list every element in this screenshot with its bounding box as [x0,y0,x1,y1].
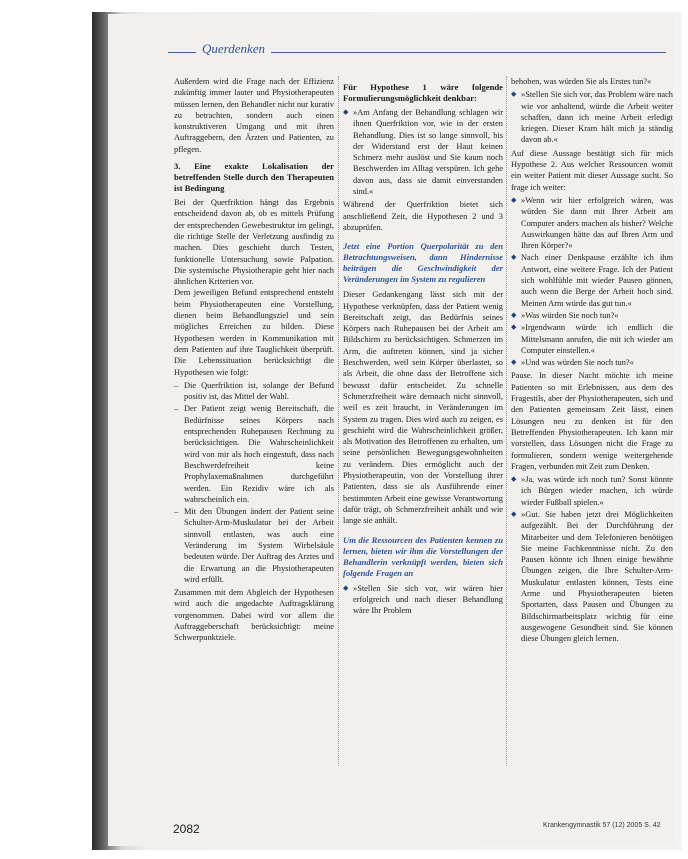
section-title: Querdenken [196,41,271,57]
diamond-bullet-icon: ◆ [511,195,517,204]
diamond-bullet-icon: ◆ [511,323,517,332]
diamond-bullet-icon: ◆ [511,310,517,319]
list-item: ◆ »Und was würden Sie noch tun?« [511,358,634,368]
page-number: 2082 [173,822,200,836]
column-1 [174,76,334,644]
list-item: ◆ »Stellen Sie sich vor, wir wären hier erfolgreich und nach dieser Behandlung wäre Ihr Problem [343,583,503,616]
list-item: ◆ »Ja, was würde ich noch tun? Sonst könnte ich Bürgen wieder machen, ich würde wieder Fußball spielen.« [511,475,673,507]
column-2 [343,76,503,618]
diamond-bullet-icon: ◆ [511,509,517,518]
paragraph: Zusammen mit dem Abgleich der Hypothesen wird auch die angedachte Auftragsklärung vorgenommen. Dabei wird vor allem die Auftraggeberschaft berücksichtigt: meine Schwerpunktziele. [174,588,334,643]
dash-bullet: – [174,507,179,517]
column-divider [506,76,507,766]
dash-bullet: – [174,380,179,390]
paragraph: Dem jeweiligen Befund entsprechend entsteht beim Physiotherapeuten eine Vorstellung, dienen beim Behandlungsziel und sein mögliches Erreichen zu bilden. Diese Hypothesen werden in Kommunikation mit dem Patienten auf ihre Tauglichkeit überprüft. Die Lebenssituation berücksichtigt die Hypothesen wie folgt: [174,288,334,377]
quote-list [511,195,673,368]
hypothesis-list [174,380,334,585]
italic-subheading: Um die Ressourcen des Patienten kennen zu lernen, bieten wir ihm die Vorstellungen der Behandlerin verknüpft werden, bieten sich folgende Fragen an [343,534,503,578]
list-item: ◆ »Stellen Sie sich vor, das Problem wäre nach wie vor anhaltend, würde die Arbeit weiter schaffen, dann ich meine Arbeit erledigt kriegen. Dieser Kram hält mich ja ständig davon ab.« [511,90,673,145]
quote-list [343,107,503,197]
quote-list [511,89,673,145]
list-item: ◆ »Gut. Sie haben jetzt drei Möglichkeiten aufgezählt. Bei der Durchführung der Mitarbeiter und dem Telefonieren benötigen Sie meine Fachkenntnisse nicht. Zu den Pausen könnte ich Ihnen einige bewährte Übungen zeigen, die Ihre Schulter-Arm-Muskulatur entlasten können, Tests eine Arme und Physiotherapeuten bieten Sportarten, dass Pausen und Übungen zu Bildschirmarbeitsplatz wichtig für eine ausgewogene Gesundheit sind. Sie können diese Übungen gleich lernen. [511,509,673,644]
column-divider [338,76,339,766]
paragraph: Außerdem wird die Frage nach der Effizienz zukünftig immer lauter und Physiotherapeuten müssen lernen, den Behandler nicht nur kurativ zu betrachten, sondern auch einen konstruktiveren Umgang und mit ihren Auftraggebern, den Ärzten und Patienten, zu pflegen. [174,77,334,154]
journal-reference: Krankengymnastik 57 (12) 2005 S. 42 [543,822,661,829]
diamond-bullet-icon: ◆ [343,583,349,592]
list-item: ◆ »Wenn wir hier erfolgreich wären, was würden Sie dann mit Ihrer Arbeit am Computer anders machen als bisher? Welche Auswirkungen hätte das auf Ihren Arm und Ihren Körper?« [511,195,673,251]
section-heading: 3. Eine exakte Lokalisation der betreffenden Stelle durch den Therapeuten ist Bedingung [174,161,334,194]
list-item: ◆ »Irgendwann würde ich endlich die Mittelsmann anrufen, die mit ich wieder am Computer einstellen.« [511,323,673,355]
list-item: – Der Patient zeigt wenig Bereitschaft, die Bedürfnisse seines Körpers nach entsprechenden Ruhepausen Rechnung zu berücksichtigen. Die Wahrscheinlichkeit wird von mir als hoch eingestuft, dass nach Beschwerdefreiheit keine Prophylaxemaßnahmen durchgeführt werden. Ein Rezidiv wäre ich als wahrscheinlich ein. [174,404,334,504]
list-item: – Die Querfriktion ist, solange der Befund positiv ist, das Mittel der Wahl. [174,380,334,402]
diamond-bullet-icon: ◆ [511,253,517,262]
diamond-bullet-icon: ◆ [511,90,517,99]
document-page [108,14,674,846]
diamond-bullet-icon: ◆ [511,475,517,484]
diamond-bullet-icon: ◆ [511,358,517,367]
diamond-bullet-icon: ◆ [343,108,349,116]
quote-list [343,583,503,617]
list-item: ◆ »Am Anfang der Behandlung schlagen wir ihnen Querfriktion vor, wie in der ersten Behandlung. Dies ist so lange sinnvoll, bis der Widerstand erst der Haut keinen Schmerz mehr auslöst und Sie kaum noch Beschwerden im Alltag verspüren. Ich gehe davon aus, dass sie damit einverstanden sind.« [343,108,503,197]
list-item: ◆ »Was würden Sie noch tun?« [511,310,619,320]
list-item: ◆ Nach einer Denkpause erzählte ich ihm Antwort, eine weitere Frage. Ich der Patient sich wohlfühle mit wieder Pausen gönnen, auch wenn die Berge der Arbeit hoch sind. Meinen Arm würde das gut tun.« [511,253,673,308]
italic-subheading: Jetzt eine Portion Querpolarität zu den Betrachtungsweisen, dann Hindernisse beiträgen die Geschwindigkeit der Veränderungen im System zu regulieren [343,241,503,285]
paragraph: Dieser Gedankengang lässt sich mit der Hypothese verknüpfen, dass der Patient wenig Bereitschaft zeigt, das Bedürfnis seines Körpers nach Ruhepausen bei der Arbeit am Bildschirm zu berücksichtigen. Schmerzen im Arm, die auftreten können, sind ja sicher Beschwerden, weil sein Körper überlastet, so als Arbeit, die ohne dass der Betroffene sich bewusst dafür entscheidet. Zu schnelle Schmerzfreiheit wäre demnach nicht sinnvoll, weil es zeit braucht, in Veränderungen im System zu tragen. Dies wird auch zu zeigen, es geschieht wird die Wahrscheinlichkeit größer, als Motivation des Betroffenen zu erhalten, um seine persönlichen Bewegungsgewohnheiten zu verändern. Dies ermöglicht auch der Physiotherapeutin, von der Vorstellung ihrer Patienten, dass sie als Ausführende einer bestimmten Arbeit eine gewisse Verantwortung dafür trägt, ob Schmerzfreiheit anhält und wie lange sie anhält. [343,290,503,526]
paragraph: behoben, was würden Sie als Erstes tun?« [511,77,652,86]
column-3 [511,76,673,647]
quote-list [511,474,673,644]
list-item: – Mit den Übungen ändert der Patient seine Schulter-Arm-Muskulatur bei der Arbeit sinnvoll entlasten, was auch eine Veränderung im System Wirbelsäule bedeuten würde. Der Auftrag des Arztes und die Erwartung an die Physiotherapeuten wird erfüllt. [174,507,334,584]
paragraph: Auf diese Aussage bestätigt sich für mich Hypothese 2. Aus welcher Ressourcen womit ein weiter Patient mit dieser Aussage sucht. So frage ich weiter: [511,148,673,192]
paragraph: Pause. In dieser Nacht möchte ich meine Patienten so mit Erlebnissen, aus dem des Fragestils, aber der Physiotherapeuten, sich und den Patienten gemeinsam Zeit lässt, einen Lösungen neu zu denken ist für den Betreffenden Physiotherapeuten. Ich kann mir vorstellen, dass Lösungen nicht die Frage zu formulieren, sondern wenige weitergehende Fragen, verbunden mit Zeit zum Denken. [511,371,673,471]
dash-bullet: – [174,404,179,414]
subheading: Für Hypothese 1 wäre folgende Formulierungsmöglichkeit denkbar: [343,82,503,103]
paragraph: Bei der Querfriktion hängt das Ergebnis entscheidend davon ab, ob es mittels Prüfung der entsprechenden Gewebestruktur im gelingt, die richtige Stelle der Verletzung ausfindig zu machen. Dies geschieht durch Testen, funktionelle Untersuchung sowie Palpation. Die systemische Physiotherapie geht hier nach ähnlichen Kriterien vor. [174,198,334,287]
paragraph: Während der Querfriktion bietet sich anschließend Zeit, die Hypothesen 2 und 3 abzuprüfen. [343,200,503,232]
